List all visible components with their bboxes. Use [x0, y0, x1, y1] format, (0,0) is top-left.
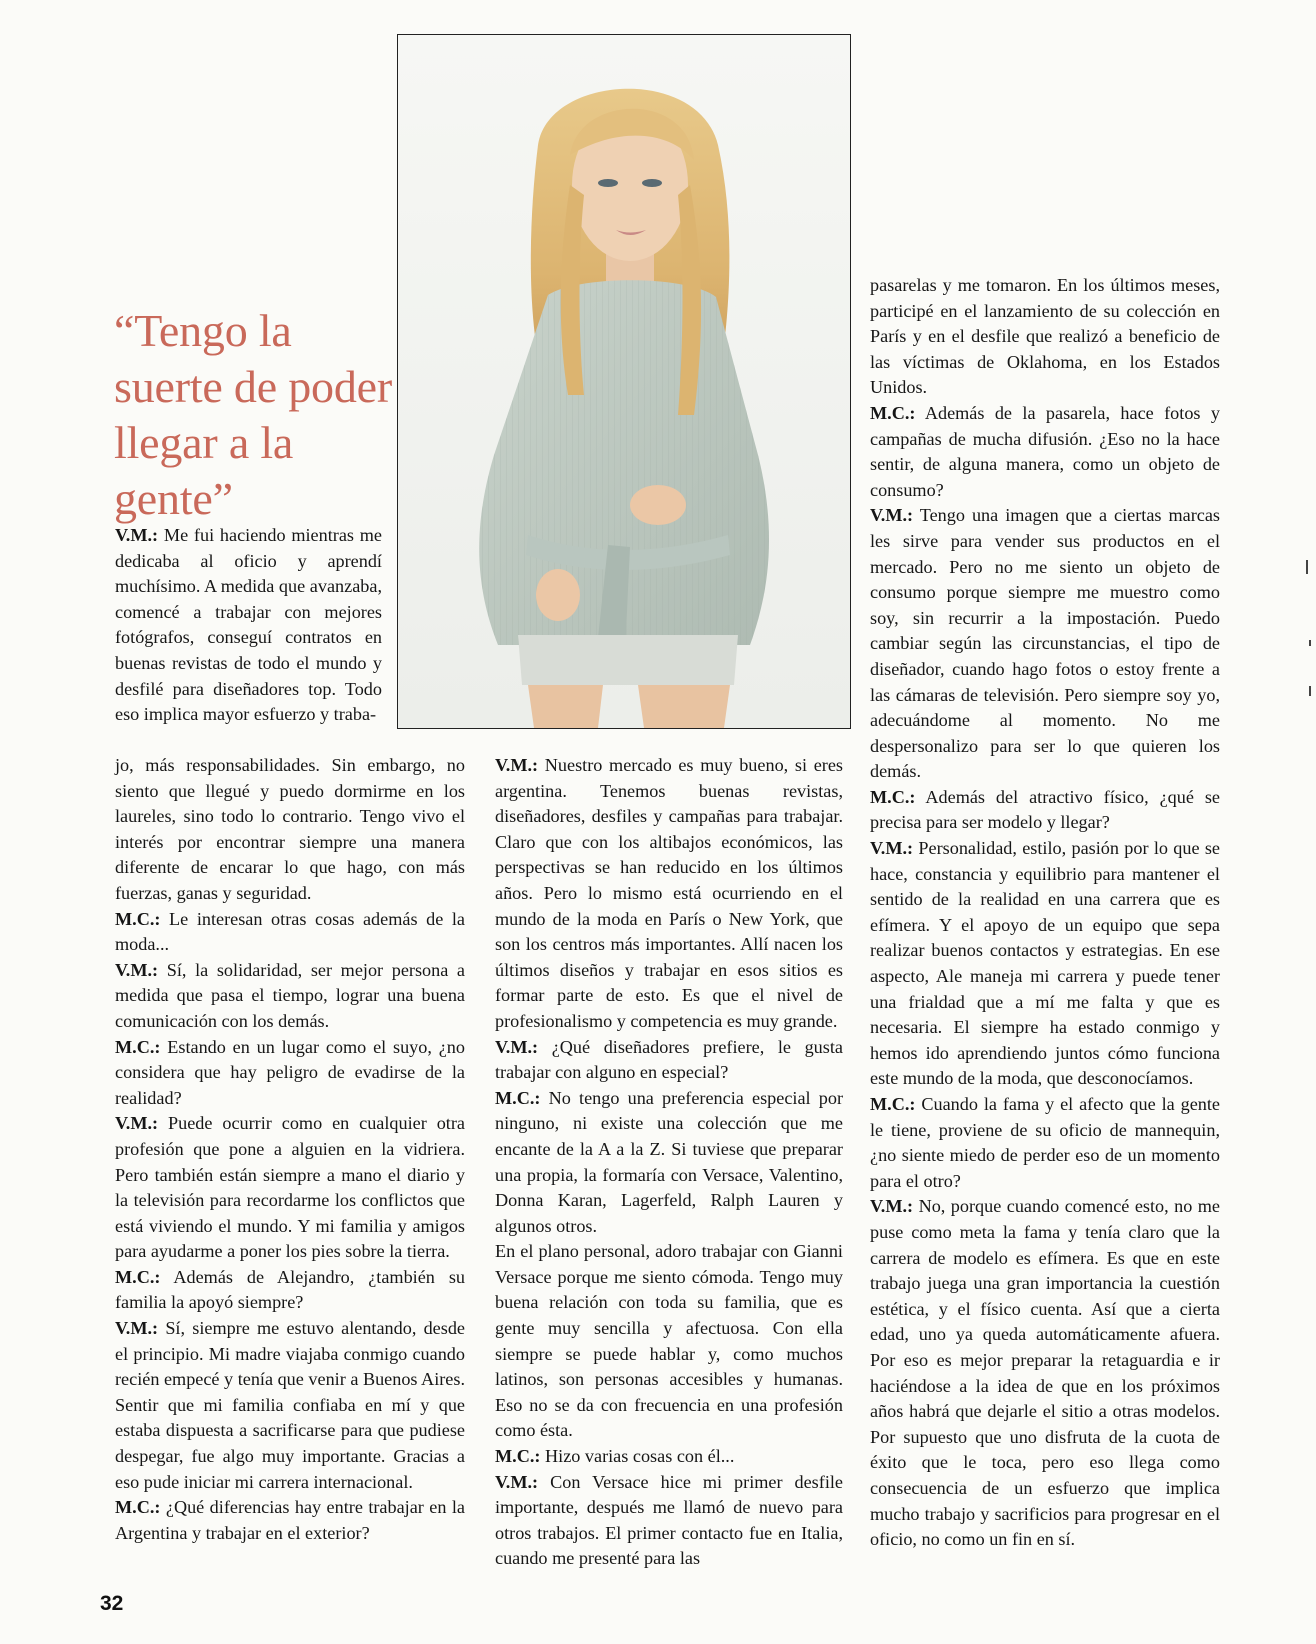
interview-paragraph [870, 1194, 1220, 1552]
margin-mark [1309, 686, 1311, 696]
paragraph-text: Le interesan otras cosas además de la moda... [115, 908, 465, 955]
interview-paragraph [495, 1035, 843, 1086]
paragraph-text: No tengo una preferencia especial por ninguno, ni existe una colección que me encante de la A a la Z. Si tuviese que preparar una propia, la formaría con Versace, Valentino, Donna Karan, Lagerfeld, Ralph Lauren y algunos otros. [495, 1087, 843, 1236]
speaker-label: M.C.: [870, 1094, 916, 1114]
speaker-label: V.M.: [495, 1036, 539, 1057]
paragraph-text: Estando en un lugar como el suyo, ¿no considera que hay peligro de evadirse de la realidad? [115, 1036, 465, 1108]
paragraph-text: Además de la pasarela, hace fotos y campañas de mucha difusión. ¿Eso no la hace sentir, de alguna manera, como un objeto de consumo? [870, 402, 1220, 500]
interview-paragraph [870, 1092, 1220, 1194]
speaker-label: M.C.: [495, 1446, 541, 1467]
paragraph-text: Con Versace hice mi primer desfile importante, después me llamó de nuevo para otros trabajos. El primer contacto fue en Italia, cuando me presenté para las [495, 1471, 843, 1569]
column-2 [495, 753, 843, 1572]
paragraph-text: Sí, la solidaridad, ser mejor persona a medida que pasa el tiempo, lograr una buena comunicación con los demás. [115, 959, 465, 1031]
interview-paragraph [870, 503, 1220, 785]
interview-paragraph [870, 273, 1220, 401]
paragraph-text: pasarelas y me tomaron. En los últimos meses, participé en el lanzamiento de su colección en París y en el desfile que realizó a beneficio de las víctimas de Oklahoma, en los Estados Unidos. [870, 275, 1220, 398]
interview-paragraph [115, 958, 465, 1035]
speaker-label: V.M.: [870, 1196, 914, 1217]
speaker-label: M.C.: [115, 1266, 161, 1287]
interview-paragraph [870, 401, 1220, 503]
paragraph-text: ¿Qué diseñadores prefiere, le gusta trabajar con alguno en especial? [495, 1036, 843, 1083]
column-3 [870, 273, 1220, 1553]
paragraph-text: jo, más responsabilidades. Sin embargo, no siento que llegué y puedo dormirme en los laureles, sino todo lo contrario. Tengo vivo el interés por encontrar siempre una manera diferente de encarar lo que hago, con más fuerzas, ganas y seguridad. [115, 755, 465, 903]
paragraph-text: Cuando la fama y el afecto que la gente le tiene, proviene de su oficio de mannequin, ¿no siente miedo de perder eso de un momento para el otro? [870, 1094, 1220, 1191]
speaker-label: V.M.: [115, 959, 159, 980]
interview-paragraph [115, 1265, 465, 1316]
paragraph-text: Sí, siempre me estuvo alentando, desde el principio. Mi madre viajaba conmigo cuando recién empecé y tenía que venir a Buenos Aires. Sentir que mi familia confiaba en mí y que estaba dispuesta a sacrificarse para que pudiese despegar, fue algo muy importante. Gracias a eso pude iniciar mi carrera internacional. [115, 1318, 465, 1492]
margin-mark [1306, 560, 1308, 574]
interview-paragraph [870, 836, 1220, 1092]
speaker-label: V.M.: [115, 1113, 159, 1134]
paragraph-text: Además del atractivo físico, ¿qué se precisa para ser modelo y llegar? [870, 786, 1220, 833]
speaker-label: M.C.: [115, 1036, 161, 1057]
speaker-label: V.M.: [495, 755, 539, 775]
speaker-label: M.C.: [115, 908, 161, 929]
margin-mark [1309, 640, 1311, 646]
interview-paragraph [495, 753, 843, 1035]
speaker-label: V.M.: [870, 838, 914, 859]
pull-quote: “Tengo la suerte de poder llegar a la gente” [114, 304, 392, 524]
speaker-label: V.M.: [870, 505, 914, 526]
interview-paragraph [495, 1239, 843, 1444]
speaker-label: V.M.: [495, 1471, 539, 1492]
interview-paragraph [115, 907, 465, 958]
page-number: 32 [100, 1592, 124, 1615]
speaker-label: M.C.: [870, 786, 916, 807]
column-1-top [115, 523, 382, 728]
interview-paragraph [115, 1035, 465, 1112]
paragraph-text: Tengo una imagen que a ciertas marcas les sirve para vender sus productos en el mercado. Pero no me siento un objeto de consumo porque siempre me muestro como soy, sin recurrir a la impostación. Puedo cambiar según las circunstancias, el tipo de diseñador, cuando hago fotos o estoy frente a las cámaras de televisión. Pero siempre soy yo, adecuándome al momento. No me despersonalizo para ser lo que quieren los demás. [870, 505, 1220, 782]
speaker-label: V.M.: [115, 525, 159, 545]
paragraph-text: ¿Qué diferencias hay entre trabajar en la Argentina y trabajar en el exterior? [115, 1497, 465, 1543]
paragraph-text: Me fui haciendo mientras me dedicaba al oficio y aprendí muchísimo. A medida que avanzaba, comencé a trabajar con mejores fotógrafos, conseguí contratos en buenas revistas de todo el mundo y desfilé para diseñadores top. Todo eso implica mayor esfuerzo y traba- [115, 525, 382, 725]
interview-paragraph [115, 523, 382, 728]
speaker-label: M.C.: [495, 1087, 541, 1108]
paragraph-text: Puede ocurrir como en cualquier otra profesión que pone a alguien en la vidriera. Pero también están siempre a mano el diario y la televisión para recordarme los conflictos que está viviendo el mundo. Y mi familia y amigos para ayudarme a poner los pies sobre la tierra. [115, 1113, 465, 1262]
interview-paragraph [495, 1470, 843, 1572]
interview-paragraph [870, 785, 1220, 836]
interview-paragraph [115, 1111, 465, 1265]
paragraph-text: En el plano personal, adoro trabajar con Gianni Versace porque me siento cómoda. Tengo muy buena relación con toda su familia, que es gente muy sencilla y afectuosa. Con ella siempre se puede hablar y, como muchos latinos, son personas accesibles y humanas. Eso no se da con frecuencia en una profesión como ésta. [495, 1241, 843, 1441]
interview-paragraph [115, 1495, 465, 1546]
paragraph-text: Además de Alejandro, ¿también su familia la apoyó siempre? [115, 1266, 465, 1313]
model-photo [397, 34, 851, 729]
paragraph-text: Nuestro mercado es muy bueno, si eres argentina. Tenemos buenas revistas, diseñadores, desfiles y campañas para trabajar. Claro que con los altibajos económicos, las perspectivas se han reducido en los últimos años. Pero lo mismo está ocurriendo en el mundo de la moda en París o New York, que son los centros más importantes. Allí nacen los últimos diseños y trabajar en esos sitios es formar parte de esto. Es que el nivel de profesionalismo y competencia es muy grande. [495, 755, 843, 1031]
speaker-label: M.C.: [115, 1497, 161, 1518]
interview-paragraph [115, 1316, 465, 1495]
speaker-label: V.M.: [115, 1318, 159, 1339]
paragraph-text: Personalidad, estilo, pasión por lo que se hace, constancia y equilibrio para mantener el sentido de la realidad en una carrera que es efímera. Y el apoyo de un equipo que sepa realizar buenos contactos y estrategias. En ese aspecto, Ale maneja mi carrera y puede tener una frialdad que a mí me falta y que es necesaria. El siempre ha estado conmigo y hemos ido aprendiendo juntos cómo funciona este mundo de la moda, que desconocíamos. [870, 838, 1220, 1089]
column-1-bottom [115, 753, 465, 1546]
paragraph-text: No, porque cuando comencé esto, no me puse como meta la fama y tenía claro que la carrera de modelo es efímera. Es que en este trabajo juega una gran importancia la cuestión estética, y el físico cuenta. Así que a cierta edad, uno ya queda automáticamente afuera. Por eso es mejor preparar la retaguardia e ir haciéndose a la idea de que en los próximos años habrá que dejarle el sitio a otras modelos. Por supuesto que uno disfruta de la cuota de éxito que le toca, pero eso llega como consecuencia de un esfuerzo que implica mucho trabajo y sacrificios para progresar en el oficio, no como un fin en sí. [870, 1196, 1220, 1550]
speaker-label: M.C.: [870, 402, 916, 423]
interview-paragraph [495, 1444, 843, 1470]
interview-paragraph [495, 1086, 843, 1240]
paragraph-text: Hizo varias cosas con él... [540, 1446, 735, 1467]
interview-paragraph [115, 753, 465, 907]
